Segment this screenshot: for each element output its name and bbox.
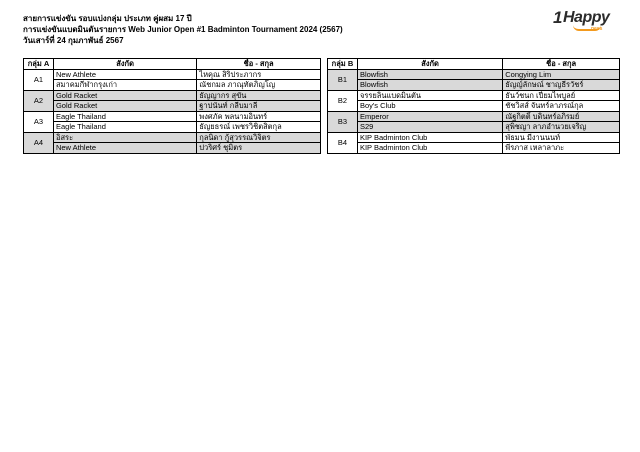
table-row [24, 111, 321, 122]
player-cell: ธันว์ชนก เปี่ยมไพบูลย์ [503, 90, 620, 101]
logo-number: 1 [553, 8, 562, 27]
club-cell: KIP Badminton Club [357, 132, 502, 143]
header-line-3: วันเสาร์ที่ 24 กุมภาพันธ์ 2567 [23, 36, 124, 45]
club-cell: Blowfish [357, 69, 502, 80]
club-cell: S29 [357, 122, 502, 133]
player-cell: ธัญญ์ลักษณ์ ชาญธีรวัชร์ [503, 80, 620, 91]
player-cell: ปวริศร์ ชุมิตร [197, 143, 321, 154]
club-column-header: สังกัด [53, 59, 196, 70]
player-cell: กุลนิดา กู้สุวรรณวิจิตร [197, 132, 321, 143]
player-cell: สุพิชญา ลาภอำนวยเจริญ [503, 122, 620, 133]
player-cell: ไหคุณ สิริประภากร [197, 69, 321, 80]
table-row [24, 122, 321, 133]
table-row [328, 143, 620, 154]
table-header-row [24, 59, 321, 70]
player-cell: ณัฐกิตติ์ บดินทร์อภิรมย์ [503, 111, 620, 122]
player-cell: ชัชวิสส์ จันทร์ลาภรณ์กุล [503, 101, 620, 112]
group-column-header: กลุ่ม B [328, 59, 358, 70]
table-row [24, 90, 321, 101]
club-cell: สมาคมกีฬากรุงเก่า [53, 80, 196, 91]
table-row [328, 111, 620, 122]
table-row [328, 101, 620, 112]
player-cell: ณัชกมล ภาณุทัตภิญโญ [197, 80, 321, 91]
logo-text: Happy [563, 9, 610, 26]
player-cell: พัธมน มีงานนนท์ [503, 132, 620, 143]
table-row [24, 80, 321, 91]
header-line-2: การแข่งขันแบดมินตันรายการ Web Junior Open #1 Badminton Tournament 2024 (2567) [23, 25, 343, 34]
document-header [23, 13, 343, 46]
group-label: B2 [328, 90, 358, 111]
player-cell: ธัญญากร สุขัน [197, 90, 321, 101]
table-row [24, 132, 321, 143]
logo-tagline: ness [591, 26, 603, 32]
club-cell: New Athlete [53, 143, 196, 154]
club-cell: Boy's Club [357, 101, 502, 112]
group-label: A2 [24, 90, 54, 111]
club-cell: Gold Racket [53, 90, 196, 101]
player-column-header: ชื่อ - สกุล [503, 59, 620, 70]
player-column-header: ชื่อ - สกุล [197, 59, 321, 70]
happyness-logo [553, 8, 619, 34]
club-cell: Emperor [357, 111, 502, 122]
group-label: B1 [328, 69, 358, 90]
player-cell: พงศภัค พลนามอินทร์ [197, 111, 321, 122]
club-cell: จรรยลินแบดมินตัน [357, 90, 502, 101]
club-cell: Gold Racket [53, 101, 196, 112]
group-label: A1 [24, 69, 54, 90]
player-cell: Congying Lim [503, 69, 620, 80]
group-column-header: กลุ่ม A [24, 59, 54, 70]
player-cell: ธัญยธรณ์ เพชรวิชิตสิตกุล [197, 122, 321, 133]
table-row [24, 69, 321, 80]
table-row [328, 69, 620, 80]
group-a-table [23, 58, 321, 154]
group-label: B4 [328, 132, 358, 153]
table-row [328, 122, 620, 133]
club-cell: อิสระ [53, 132, 196, 143]
group-b-table [327, 58, 620, 154]
player-cell: พีรภาส เหลาลาภะ [503, 143, 620, 154]
group-label: A4 [24, 132, 54, 153]
table-row [328, 132, 620, 143]
player-cell: ฐาปนันท์ กลีบมาลี [197, 101, 321, 112]
group-label: A3 [24, 111, 54, 132]
club-cell: KIP Badminton Club [357, 143, 502, 154]
club-column-header: สังกัด [357, 59, 502, 70]
table-row [328, 80, 620, 91]
club-cell: Eagle Thailand [53, 122, 196, 133]
group-label: B3 [328, 111, 358, 132]
header-line-1: สายการแข่งขัน รอบแบ่งกลุ่ม ประเภท คู่ผสม 17 ปี [23, 14, 192, 23]
table-row [24, 101, 321, 112]
club-cell: New Athlete [53, 69, 196, 80]
table-header-row [328, 59, 620, 70]
club-cell: Eagle Thailand [53, 111, 196, 122]
table-row [328, 90, 620, 101]
club-cell: Blowfish [357, 80, 502, 91]
table-row [24, 143, 321, 154]
